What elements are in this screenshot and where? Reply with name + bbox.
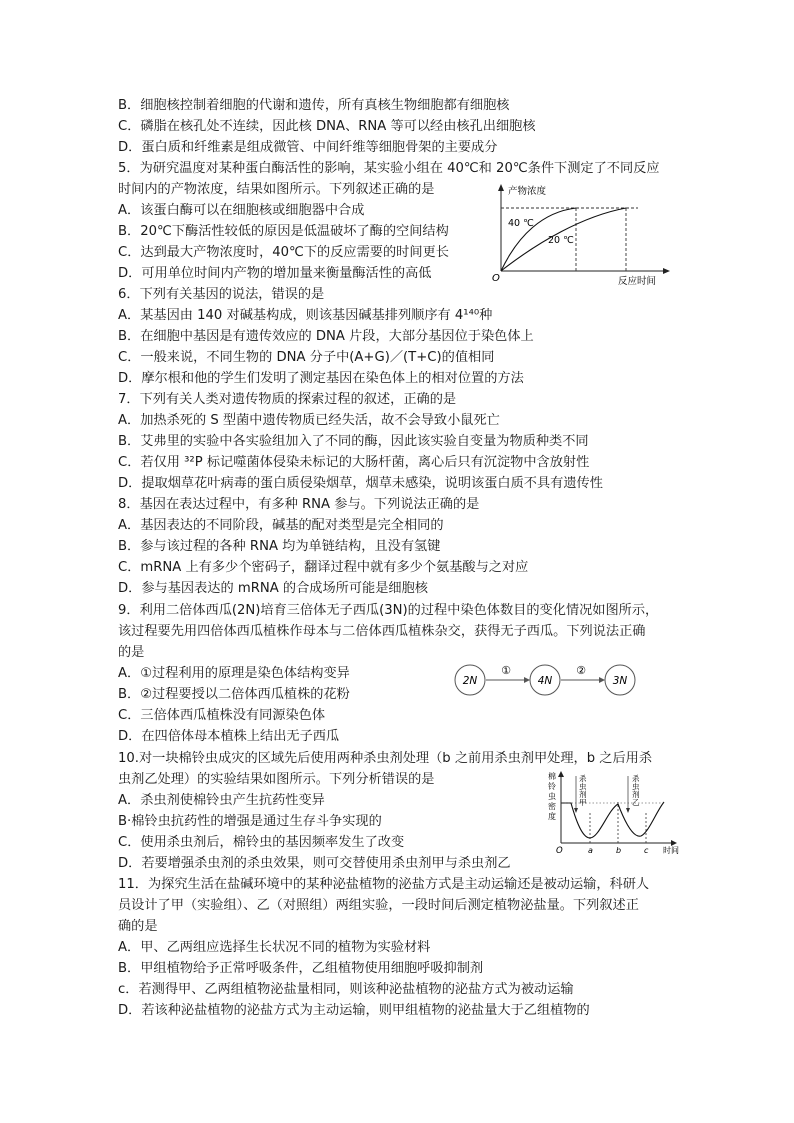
text-line: C．使用杀虫剂后，棉铃虫的基因频率发生了改变 [118,835,405,850]
text-line: 该过程要先用四倍体西瓜植株作母本与二倍体西瓜植株杂交，获得无子西瓜。下列说法正确 [118,624,646,639]
insect-y-label [548,771,556,821]
text-line: D．在四倍体母本植株上结出无子西瓜 [118,729,340,744]
node-3n: 3N [612,675,628,687]
text-line: A．加热杀死的 S 型菌中遗传物质已经失活，故不会导致小鼠死亡 [118,413,500,428]
svg-text:杀: 杀 [579,774,587,783]
svg-text:虫: 虫 [579,782,587,791]
text-line: 11．为探究生活在盐碱环境中的某种泌盐植物的泌盐方式是主动运输还是被动运输，科研人 [118,877,650,892]
text-line: 员设计了甲（实验组）、乙（对照组）两组实验，一段时间后测定植物泌盐量。下列叙述正 [118,898,639,913]
text-line: A．该蛋白酶可以在细胞核或细胞器中合成 [118,203,365,218]
text-line: D．摩尔根和他的学生们发明了测定基因在染色体上的相对位置的方法 [118,371,524,386]
label-40c: 40 ℃ [508,218,534,229]
text-line: A．甲、乙两组应选择生长状况不同的植物为实验材料 [118,940,431,955]
text-line: 5．为研究温度对某种蛋白酶活性的影响，某实验小组在 40℃和 20℃条件下测定了不同反应 [118,161,660,176]
svg-text:剂: 剂 [579,790,587,799]
text-line: 6．下列有关基因的说法，错误的是 [118,287,325,302]
enzyme-x-label: 反应时间 [618,276,657,287]
text-line: 时间内的产物浓度，结果如图所示。下列叙述正确的是 [118,182,435,197]
text-line: C．若仅用 ³²P 标记噬菌体侵染未标记的大肠杆菌，离心后只有沉淀物中含放射性 [118,455,590,470]
svg-text:虫: 虫 [548,792,556,801]
tick-a: a [588,846,593,855]
tick-b: b [616,846,622,855]
agent1-label [579,773,587,807]
text-line: 7．下列有关人类对遗传物质的探索过程的叙述，正确的是 [118,392,457,407]
text-line: B·棉铃虫抗药性的增强是通过生存斗争实现的 [118,814,382,829]
insect-origin: O [556,846,563,856]
insect-density-figure [546,770,688,858]
density-curve [561,802,664,838]
chromosome-process-figure [452,658,664,702]
svg-text:甲: 甲 [579,798,587,807]
text-line: 虫剂乙处理）的实验结果如图所示。下列分析错误的是 [118,772,435,787]
text-line: C．磷脂在核孔处不连续，因此核 DNA、RNA 等可以经由核孔出细胞核 [118,119,536,134]
enzyme-y-label: 产物浓度 [508,186,547,197]
text-line: B．细胞核控制着细胞的代谢和遗传，所有真核生物细胞都有细胞核 [118,98,510,113]
text-line: B．在细胞中基因是有遗传效应的 DNA 片段，大部分基因位于染色体上 [118,329,534,344]
text-line: A．①过程利用的原理是染色体结构变异 [118,666,350,681]
text-line: 9．利用二倍体西瓜(2N)培育三倍体无子西瓜(3N)的过程中染色体数目的变化情况如图所示， [118,603,659,618]
text-line: A．杀虫剂使棉铃虫产生抗药性变异 [118,793,325,808]
text-line: B．②过程要授以二倍体西瓜植株的花粉 [118,687,350,702]
step-2: ② [576,664,586,677]
text-line: B．艾弗里的实验中各实验组加入了不同的酶，因此该实验自变量为物质种类不同 [118,434,589,449]
text-line: C．达到最大产物浓度时，40℃下的反应需要的时间更长 [118,245,449,260]
insect-x-label: 时间 [663,846,679,855]
text-line: A．某基因由 140 对碱基构成，则该基因碱基排列顺序有 4¹⁴⁰种 [118,308,493,323]
text-line: D．可用单位时间内产物的增加量来衡量酶活性的高低 [118,266,432,281]
text-line: c．若测得甲、乙两组植物泌盐量相同，则该种泌盐植物的泌盐方式为被动运输 [118,982,574,997]
svg-text:剂: 剂 [632,790,640,799]
text-line: 确的是 [118,919,158,934]
enzyme-origin: O [492,273,500,284]
svg-text:乙: 乙 [632,798,640,807]
label-20c: 20 ℃ [548,235,574,246]
text-line: C．三倍体西瓜植株没有同源染色体 [118,708,326,723]
text-line: D．若要增强杀虫剂的杀虫效果，则可交替使用杀虫剂甲与杀虫剂乙 [118,856,511,871]
svg-text:铃: 铃 [548,782,556,791]
enzyme-activity-figure [488,180,673,292]
svg-text:度: 度 [548,812,556,821]
svg-text:虫: 虫 [632,782,640,791]
tick-c: c [644,846,649,855]
text-line: D．提取烟草花叶病毒的蛋白质侵染烟草，烟草未感染，说明该蛋白质不具有遗传性 [118,476,603,491]
svg-text:密: 密 [548,802,556,811]
text-line: 10.对一块棉铃虫成灾的区域先后使用两种杀虫剂处理（b 之前用杀虫剂甲处理，b 之后用杀 [118,751,653,766]
agent2-label [632,773,640,807]
text-line: C．一般来说，不同生物的 DNA 分子中(A+G)／(T+C)的值相同 [118,350,495,365]
text-line: A．基因表达的不同阶段，碱基的配对类型是完全相同的 [118,518,444,533]
text-line: 8．基因在表达过程中，有多种 RNA 参与。下列说法正确的是 [118,497,480,512]
node-4n: 4N [537,675,553,687]
text-line: D．参与基因表达的 mRNA 的合成场所可能是细胞核 [118,581,428,596]
text-line: B．参与该过程的各种 RNA 均为单链结构，且没有氢键 [118,539,441,554]
svg-text:杀: 杀 [632,774,640,783]
node-2n: 2N [462,675,478,687]
text-line: D．蛋白质和纤维素是组成微管、中间纤维等细胞骨架的主要成分 [118,140,498,155]
text-line: B．20℃下酶活性较低的原因是低温破坏了酶的空间结构 [118,224,449,239]
svg-text:棉: 棉 [548,772,556,781]
text-line: 的是 [118,645,145,660]
text-line: D．若该种泌盐植物的泌盐方式为主动运输，则甲组植物的泌盐量大于乙组植物的 [118,1003,590,1018]
text-line: C．mRNA 上有多少个密码子，翻译过程中就有多少个氨基酸与之对应 [118,560,529,575]
text-line: B．甲组植物给予正常呼吸条件，乙组植物使用细胞呼吸抑制剂 [118,961,484,976]
step-1: ① [501,664,511,677]
